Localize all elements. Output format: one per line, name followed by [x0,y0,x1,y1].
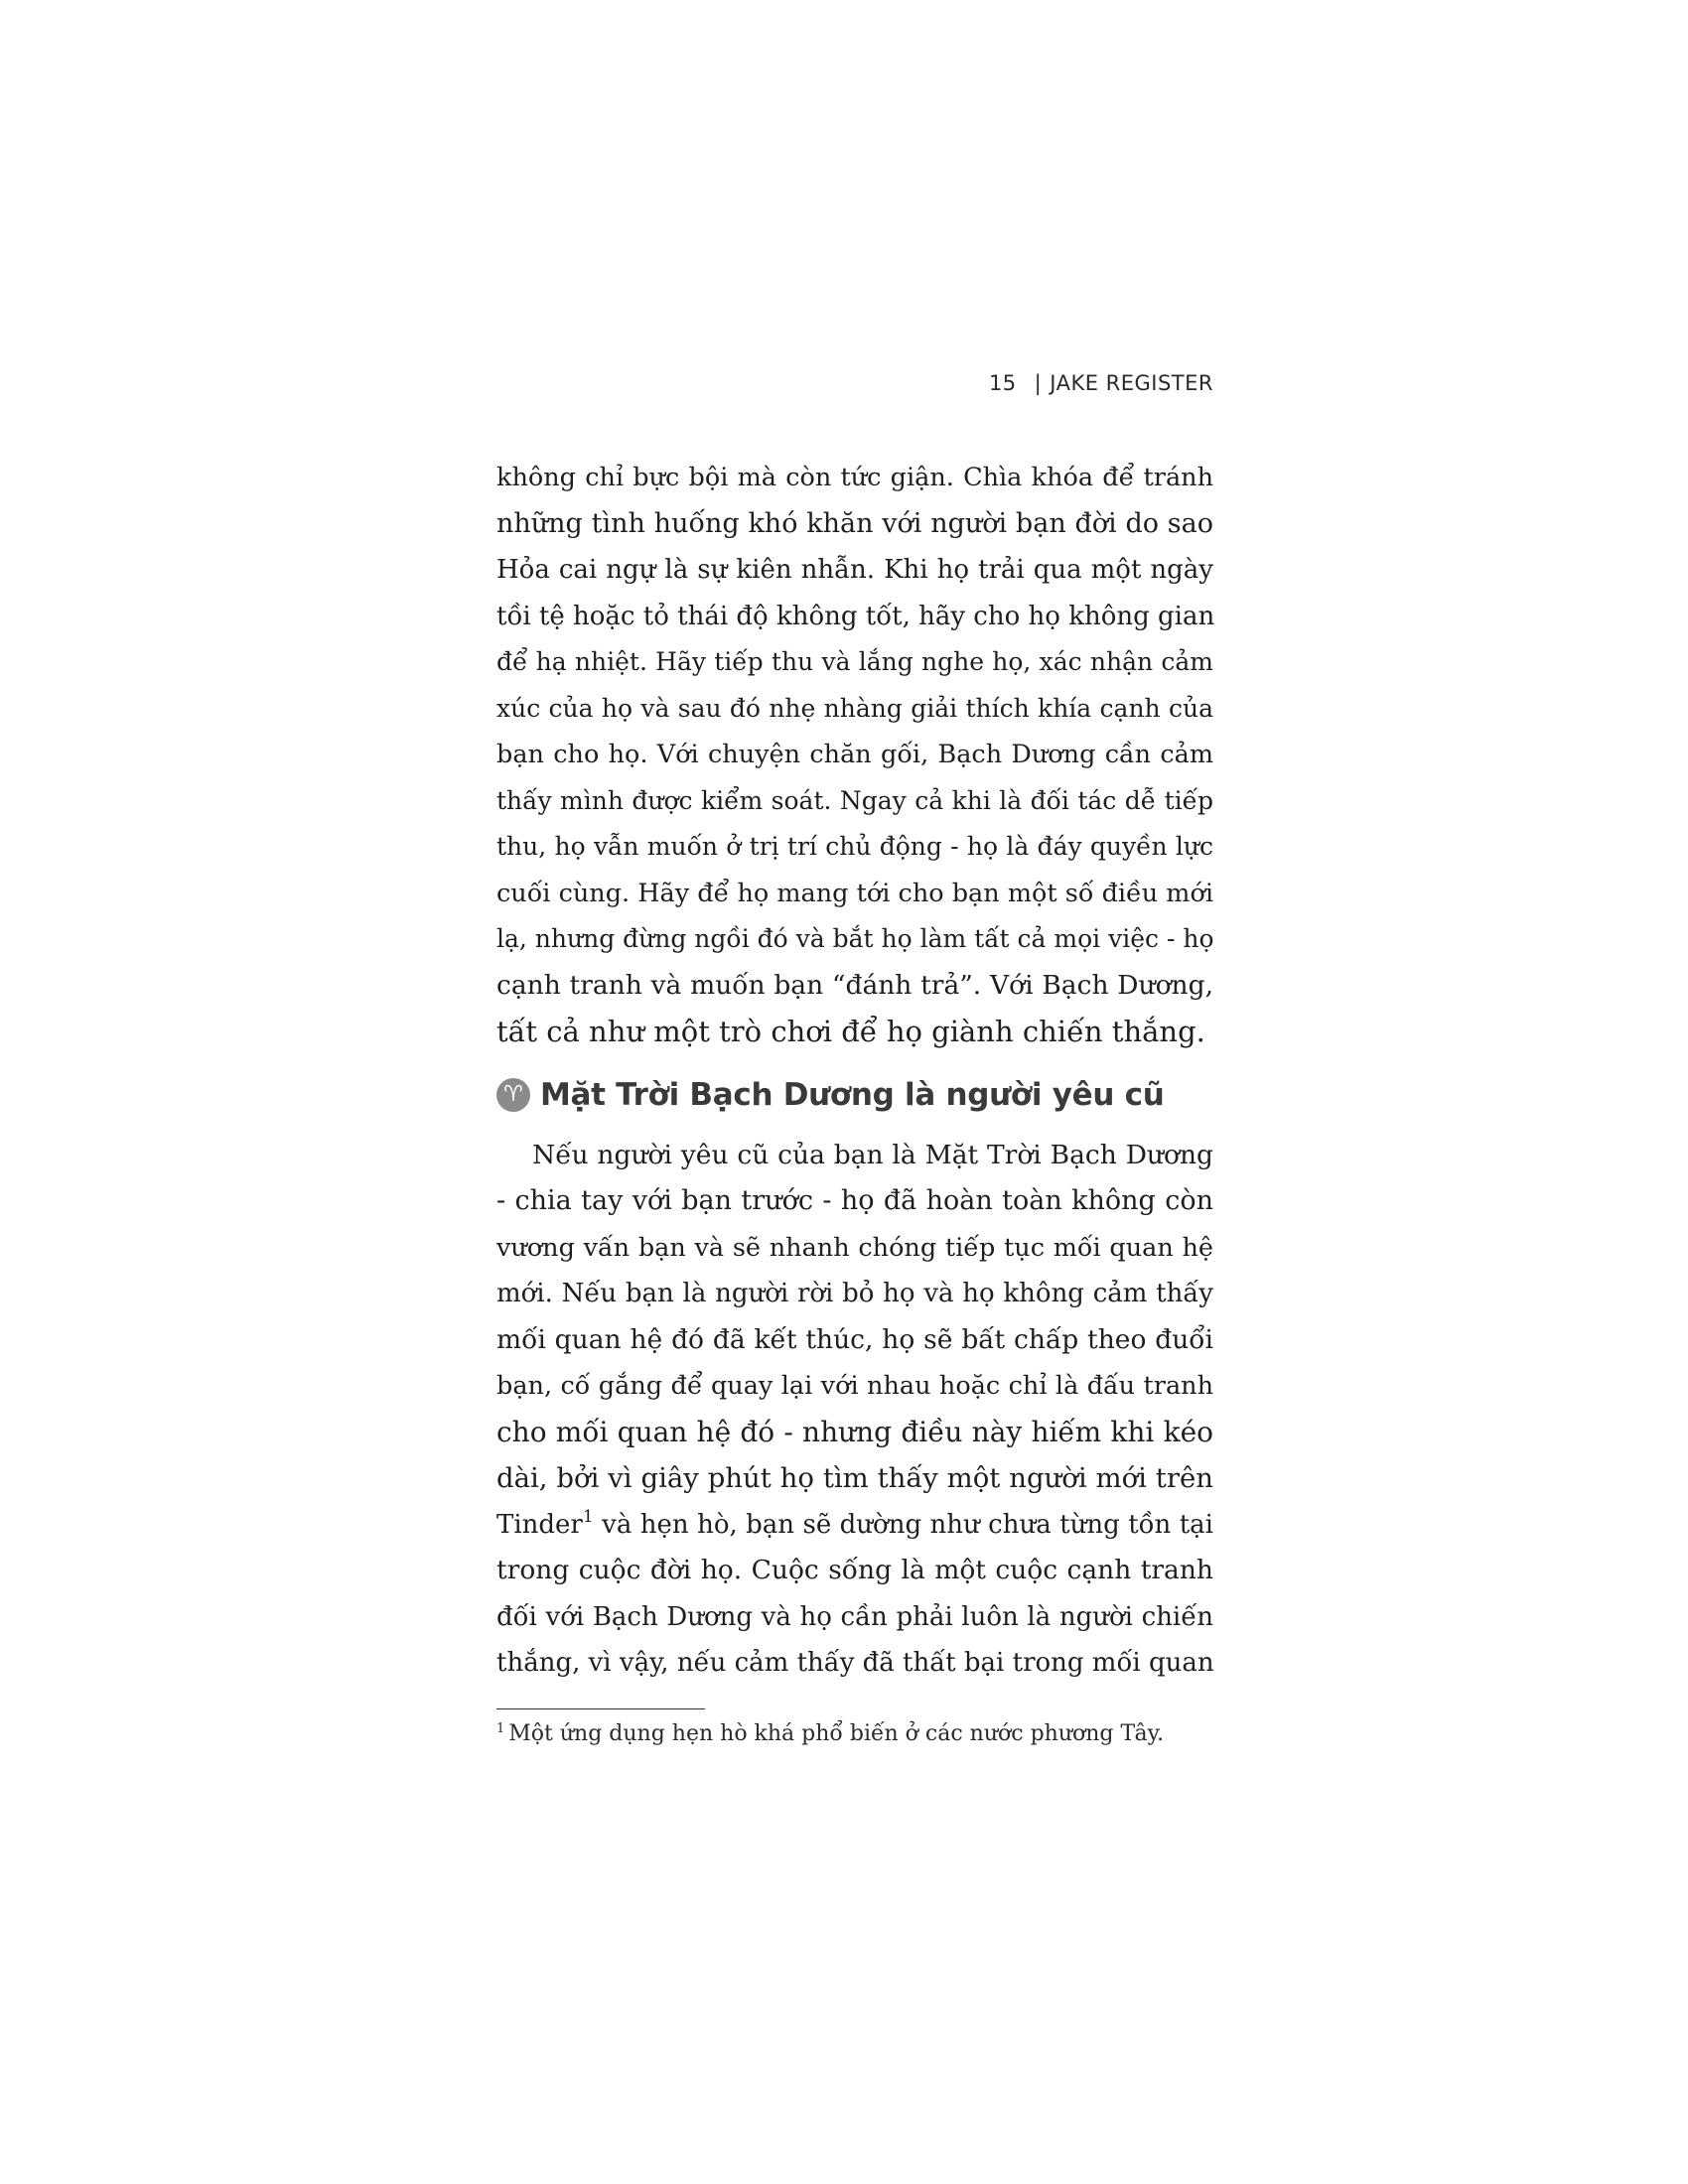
text-line: Hỏa cai ngự là sự kiên nhẫn. Khi họ trải qua một ngày [496,555,1213,585]
text-line: mối quan hệ đó đã kết thúc, họ sẽ bất chấp theo đuổi [496,1323,1213,1355]
header-separator: | [1034,371,1043,395]
section-title: Mặt Trời Bạch Dương là người yêu cũ [540,1076,1165,1113]
text-line: tất cả như một trò chơi để họ giành chiến thắng. [496,1015,1205,1048]
text-line: cạnh tranh và muốn bạn “đánh trả”. Với Bạch Dương, [496,969,1213,1001]
text-line: vương vấn bạn và sẽ nhanh chóng tiếp tục mối quan hệ [496,1232,1213,1263]
text-line: - chia tay với bạn trước - họ đã hoàn toàn không còn [496,1185,1213,1216]
text-line: để hạ nhiệt. Hãy tiếp thu và lắng nghe họ, xác nhận cảm [496,647,1213,676]
text-line: mới. Nếu bạn là người rời bỏ họ và họ không cảm thấy [496,1279,1213,1308]
text-line: bạn, cố gắng để quay lại với nhau hoặc chỉ là đấu tranh [496,1371,1213,1401]
section-heading [496,1073,1213,1117]
text-line: dài, bởi vì giây phút họ tìm thấy một người mới trên [496,1462,1213,1494]
footnote-divider [496,1708,705,1709]
paragraph-2 [496,1133,1213,1687]
text-line: những tình huống khó khăn với người bạn đời do sao [496,507,1213,539]
text-line: xúc của họ và sau đó nhẹ nhàng giải thích khía cạnh của [496,693,1213,723]
text-line: đối với Bạch Dương và họ cần phải luôn là người chiến [496,1601,1213,1632]
text-line: trong cuộc đời họ. Cuộc sống là một cuộc cạnh tranh [496,1555,1213,1585]
text-line: Nếu người yêu cũ của bạn là Mặt Trời Bạch Dương [532,1139,1213,1170]
text-line: không chỉ bực bội mà còn tức giận. Chìa khóa để tránh [496,463,1213,492]
text-line [496,1502,1213,1549]
text-line: cho mối quan hệ đó - nhưng điều này hiếm khi kéo [496,1415,1213,1448]
tinder-line-rest: và hẹn hò, bạn sẽ dường như chưa từng tồn tại [593,1509,1213,1540]
tinder-word: Tinder [496,1509,583,1540]
text-line: thắng, vì vậy, nếu cảm thấy đã thất bại trong mối quan [496,1648,1214,1678]
page-body [496,455,1213,1749]
author-name: JAKE REGISTER [1050,371,1213,395]
paragraph-1 [496,455,1213,1055]
page-number: 15 [988,371,1017,395]
text-line: lạ, nhưng đừng ngồi đó và bắt họ làm tất cả mọi việc - họ [496,924,1214,953]
text-line: thấy mình được kiểm soát. Ngay cả khi là đối tác dễ tiếp [496,785,1213,815]
footnote-mark: 1 [496,1720,505,1736]
footnote-reference: 1 [582,1506,594,1527]
running-header [496,371,1213,395]
footnote-text: Một ứng dụng hẹn hò khá phổ biến ở các nước phương Tây. [508,1720,1165,1746]
text-line: thu, họ vẫn muốn ở trị trí chủ động - họ là đáy quyền lực [496,832,1213,861]
text-line: tồi tệ hoặc tỏ thái độ không tốt, hãy cho họ không gian [496,601,1215,631]
text-line: cuối cùng. Hãy để họ mang tới cho bạn một số điều mới [496,878,1213,908]
text-line: bạn cho họ. Với chuyện chăn gối, Bạch Dương cần cảm [496,740,1213,769]
footnote [496,1719,1213,1749]
aries-icon: ♈ [496,1078,530,1112]
